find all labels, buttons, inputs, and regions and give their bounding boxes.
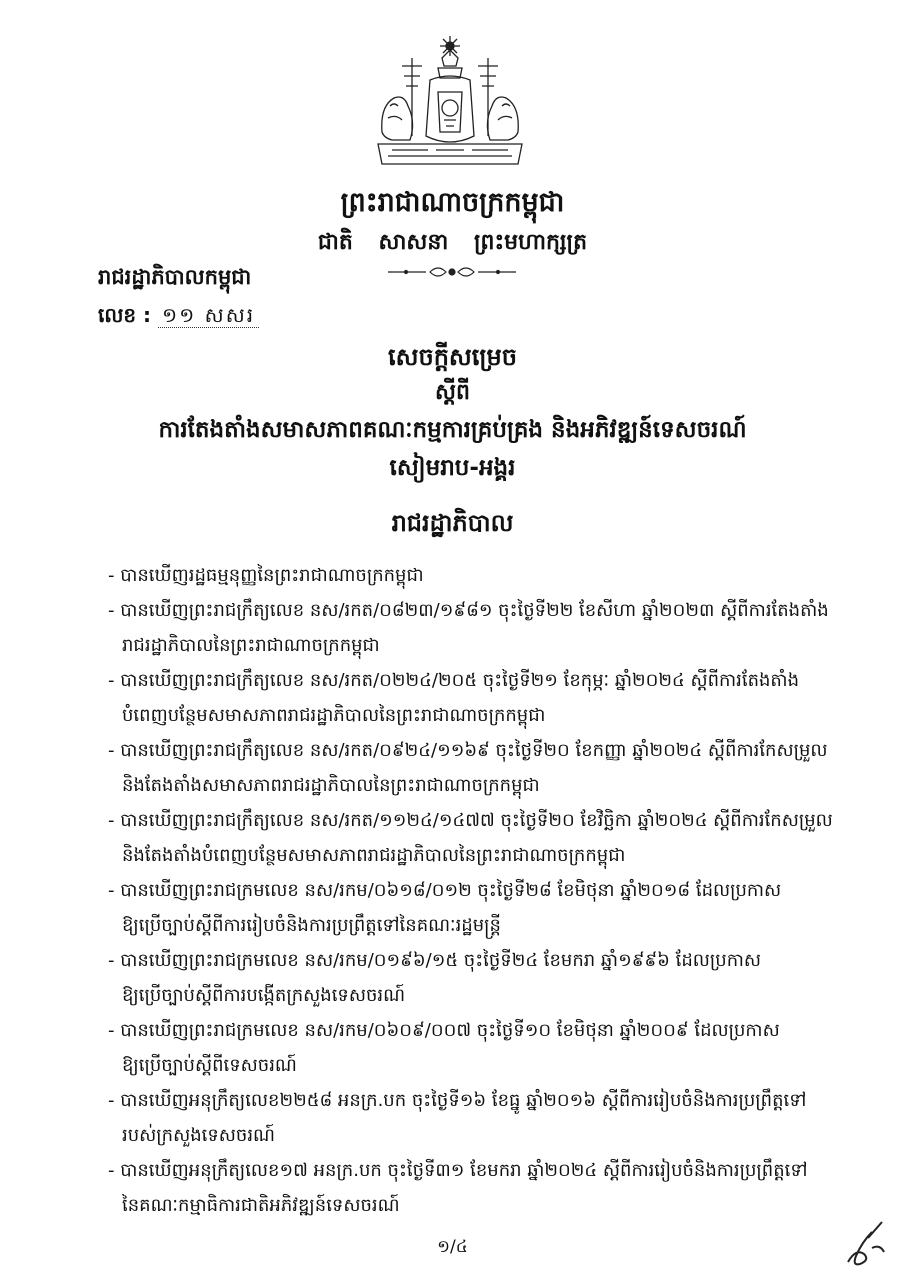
clause-continuation: រាជរដ្ឋាភិបាលនៃព្រះរាជាណាចក្រកម្ពុជា: [122, 635, 380, 656]
royal-coat-of-arms-icon: [372, 36, 528, 174]
clause-item: [108, 943, 848, 1013]
ornamental-divider-icon: [386, 262, 518, 282]
clause-item: [108, 1153, 848, 1223]
clause-line: - បានឃើញព្រះរាជក្រមលេខ នស/រកម/០៦១៨/០១២ ចុះថ្ងៃទី២៨ ខែមិថុនា ឆ្នាំ២០១៨ ដែលប្រកាស: [108, 880, 782, 901]
clause-continuation: បំពេញបន្ថែមសមាសភាពរាជរដ្ឋាភិបាលនៃព្រះរាជាណាចក្រកម្ពុជា: [122, 705, 546, 726]
clause-line: - បានឃើញព្រះរាជក្រឹត្យលេខ នស/រកត/០២២៤/២០៥ ចុះថ្ងៃទី២១ ខែកុម្ភៈ ឆ្នាំ២០២៤ ស្ដីពីការតែងតាំង: [108, 670, 799, 691]
clause-item: [108, 1013, 848, 1083]
clause-item: [108, 558, 848, 593]
clause-continuation: ឱ្យប្រើច្បាប់ស្ដីពីការបង្កើតក្រសួងទេសចរណ៍: [122, 985, 406, 1006]
clause-line: - បានឃើញរដ្ឋធម្មនុញ្ញនៃព្រះរាជាណាចក្រកម្ពុជា: [108, 565, 424, 586]
clause-item: [108, 873, 848, 943]
clause-continuation: ឱ្យប្រើច្បាប់ស្ដីពីទេសចរណ៍: [122, 1055, 297, 1076]
clause-continuation: និងតែងតាំងសមាសភាពរាជរដ្ឋាភិបាលនៃព្រះរាជាណាចក្រកម្ពុជា: [122, 775, 540, 796]
considering-clauses: [108, 558, 848, 1223]
number-value: ១១ សសរ: [158, 303, 259, 328]
clause-item: [108, 1083, 848, 1153]
about-label: ស្ដីពី: [435, 380, 470, 405]
kingdom-heading: ព្រះរាជាណាចក្រកម្ពុជា: [340, 187, 565, 218]
clause-line: - បានឃើញព្រះរាជក្រមលេខ នស/រកម/០៦០៩/០០៧ ចុះថ្ងៃទី១០ ខែមិថុនា ឆ្នាំ២០០៩ ដែលប្រកាស: [108, 1020, 780, 1041]
handwritten-initial-icon: [842, 1218, 888, 1270]
clause-line: - បានឃើញអនុក្រឹត្យលេខ២២៥៨ អនក្រ.បក ចុះថ្ងៃទី១៦ ខែធ្នូ ឆ្នាំ២០១៦ ស្ដីពីការរៀបចំនិងការប្រព្រឹត្តទៅ: [108, 1090, 807, 1111]
number-label: លេខ :: [98, 303, 152, 327]
clause-line: - បានឃើញអនុក្រឹត្យលេខ១៧ អនក្រ.បក ចុះថ្ងៃទី៣១ ខែមករា ឆ្នាំ២០២៤ ស្ដីពីការរៀបចំនិងការប្រព្រឹត្តទៅ: [108, 1160, 808, 1181]
clause-line: - បានឃើញព្រះរាជក្រឹត្យលេខ នស/រកត/០៨២៣/១៩៨១ ចុះថ្ងៃទី២២ ខែសីហា ឆ្នាំ២០២៣ ស្ដីពីការតែងតាំង: [108, 600, 829, 621]
clause-item: [108, 593, 848, 663]
authority-heading: រាជរដ្ឋាភិបាល: [391, 509, 514, 537]
clause-continuation: និងតែងតាំងបំពេញបន្ថែមសមាសភាពរាជរដ្ឋាភិបាលនៃព្រះរាជាណាចក្រកម្ពុជា: [122, 845, 626, 866]
document-type-title: សេចក្ដីសម្រេច: [387, 343, 518, 371]
subject-line-1: ការតែងតាំងសមាសភាពគណៈកម្មការគ្រប់គ្រង និងអភិវឌ្ឍន៍ទេសចរណ៍: [158, 417, 747, 443]
clause-line: - បានឃើញព្រះរាជក្រមលេខ នស/រកម/០១៩៦/១៥ ចុះថ្ងៃទី២៤ ខែមករា ឆ្នាំ១៩៩៦ ដែលប្រកាស: [108, 950, 761, 971]
document-number: [98, 302, 259, 332]
page-number: ១/៤: [437, 1237, 468, 1257]
clause-line: - បានឃើញព្រះរាជក្រឹត្យលេខ នស/រកត/១១២៤/១៤៧៧ ចុះថ្ងៃទី២០ ខែវិច្ឆិកា ឆ្នាំ២០២៤ ស្ដីពីការកែសម្រួល: [108, 810, 833, 831]
subject-line-2: សៀមរាប-អង្គរ: [389, 455, 516, 481]
clause-item: [108, 663, 848, 733]
clause-continuation: ឱ្យប្រើច្បាប់ស្ដីពីការរៀបចំនិងការប្រព្រឹត្តទៅនៃគណៈរដ្ឋមន្ត្រី: [122, 915, 501, 936]
clause-continuation: របស់ក្រសួងទេសចរណ៍: [122, 1125, 276, 1146]
clause-item: [108, 733, 848, 803]
clause-item: [108, 803, 848, 873]
clause-continuation: នៃគណៈកម្មាធិការជាតិអភិវឌ្ឍន៍ទេសចរណ៍: [122, 1195, 400, 1216]
national-motto: ជាតិ សាសនា ព្រះមហាក្សត្រ: [317, 230, 588, 255]
clause-line: - បានឃើញព្រះរាជក្រឹត្យលេខ នស/រកត/០៩២៤/១១៦៩ ចុះថ្ងៃទី២០ ខែកញ្ញា ឆ្នាំ២០២៤ ស្ដីពីការកែសម្រួល: [108, 740, 828, 761]
issuing-authority: រាជរដ្ឋាភិបាលកម្ពុជា: [98, 265, 252, 289]
